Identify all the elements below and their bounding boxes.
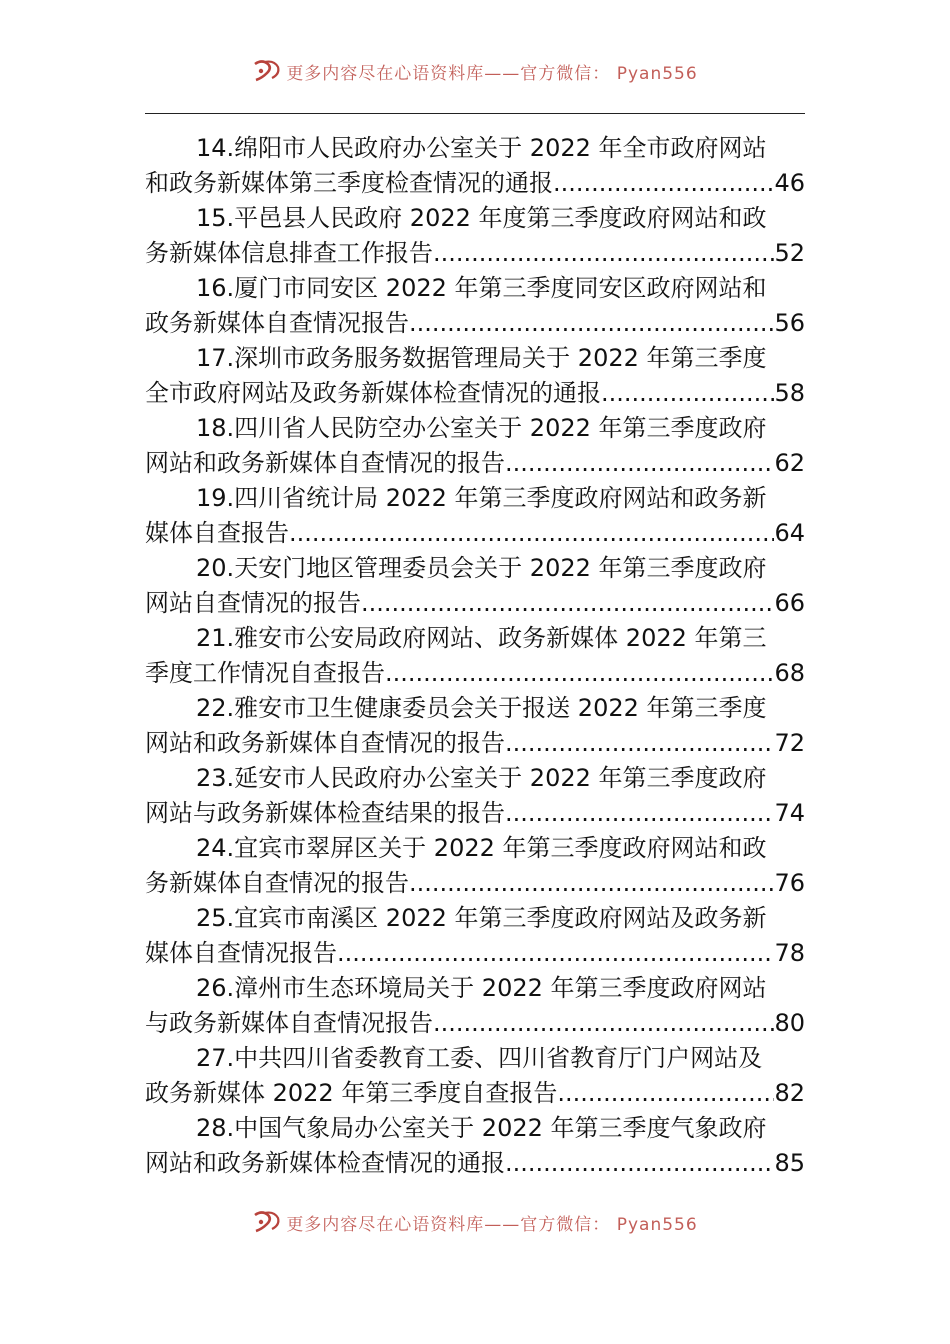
toc-entry-title-line2 <box>145 1146 805 1181</box>
toc-entry-title-line2 <box>145 586 805 621</box>
toc-page-number: 46 <box>774 169 805 197</box>
toc-page-number: 76 <box>774 869 805 897</box>
toc-entry-title-line1: 28.中国气象局办公室关于 2022 年第三季度气象政府 <box>196 1114 767 1142</box>
toc-entry-title-line2 <box>145 1006 805 1041</box>
toc-dot-leader <box>601 376 774 411</box>
toc-entry-title-tail: 全市政府网站及政务新媒体检查情况的通报 <box>145 379 601 407</box>
toc-entry-title-line2 <box>145 866 805 901</box>
toc-page-number: 66 <box>774 589 805 617</box>
toc-entry[interactable] <box>145 131 805 201</box>
toc-dot-leader <box>409 866 774 901</box>
toc-entry[interactable] <box>145 691 805 761</box>
toc-entry-title-line1: 20.天安门地区管理委员会关于 2022 年第三季度政府 <box>196 554 767 582</box>
toc-entry[interactable] <box>145 1041 805 1111</box>
watermark-text: 更多内容尽在心语资料库——官方微信： Pyan556 <box>286 1214 698 1235</box>
toc-entry[interactable] <box>145 971 805 1041</box>
toc-entry[interactable] <box>145 831 805 901</box>
toc-entry[interactable] <box>145 1111 805 1181</box>
table-of-contents <box>145 131 805 1181</box>
toc-page-number: 68 <box>774 659 805 687</box>
watermark-text: 更多内容尽在心语资料库——官方微信： Pyan556 <box>286 63 698 84</box>
header-watermark <box>0 56 950 86</box>
toc-entry-title-line1: 18.四川省人民防空办公室关于 2022 年第三季度政府 <box>196 414 767 442</box>
toc-page-number: 58 <box>774 379 805 407</box>
toc-entry-title-tail: 媒体自查情况报告 <box>145 939 337 967</box>
toc-dot-leader <box>505 1146 774 1181</box>
toc-dot-leader <box>553 166 774 201</box>
toc-entry-title-line2 <box>145 516 805 551</box>
toc-entry-title-line1: 17.深圳市政务服务数据管理局关于 2022 年第三季度 <box>196 344 767 372</box>
toc-entry-title-line2 <box>145 446 805 481</box>
toc-dot-leader <box>433 236 774 271</box>
toc-entry[interactable] <box>145 481 805 551</box>
toc-entry-title-tail: 季度工作情况自查报告 <box>145 659 385 687</box>
toc-entry-title-tail: 政务新媒体自查情况报告 <box>145 309 409 337</box>
toc-entry-title-line2 <box>145 936 805 971</box>
toc-entry-title-line1: 15.平邑县人民政府 2022 年度第三季度政府网站和政 <box>196 204 767 232</box>
toc-entry-title-line2 <box>145 796 805 831</box>
toc-entry[interactable] <box>145 901 805 971</box>
toc-page-number: 85 <box>774 1149 805 1177</box>
toc-dot-leader <box>361 586 774 621</box>
toc-page-number: 74 <box>774 799 805 827</box>
toc-entry-title-line1: 24.宜宾市翠屏区关于 2022 年第三季度政府网站和政 <box>196 834 767 862</box>
toc-page-number: 56 <box>774 309 805 337</box>
toc-entry[interactable] <box>145 761 805 831</box>
toc-dot-leader <box>337 936 774 971</box>
toc-entry-title-tail: 媒体自查报告 <box>145 519 289 547</box>
toc-page-number: 52 <box>774 239 805 267</box>
toc-entry-title-line2 <box>145 656 805 691</box>
toc-entry-title-tail: 网站与政务新媒体检查结果的报告 <box>145 799 505 827</box>
toc-entry-title-line1: 25.宜宾市南溪区 2022 年第三季度政府网站及政务新 <box>196 904 767 932</box>
toc-entry-title-tail: 网站和政务新媒体检查情况的通报 <box>145 1149 505 1177</box>
toc-entry-title-line1: 27.中共四川省委教育工委、四川省教育厅门户网站及 <box>196 1044 763 1072</box>
toc-entry-title-line1: 22.雅安市卫生健康委员会关于报送 2022 年第三季度 <box>196 694 767 722</box>
toc-entry-title-line2 <box>145 376 805 411</box>
toc-entry-title-line2 <box>145 236 805 271</box>
footer-watermark <box>0 1207 950 1237</box>
toc-entry-title-tail: 网站和政务新媒体自查情况的报告 <box>145 729 505 757</box>
toc-entry[interactable] <box>145 551 805 621</box>
toc-dot-leader <box>433 1006 774 1041</box>
toc-dot-leader <box>557 1076 774 1111</box>
toc-entry-title-line1: 21.雅安市公安局政府网站、政务新媒体 2022 年第三 <box>196 624 767 652</box>
toc-entry[interactable] <box>145 271 805 341</box>
toc-entry[interactable] <box>145 621 805 691</box>
toc-page-number: 72 <box>774 729 805 757</box>
toc-entry[interactable] <box>145 201 805 271</box>
toc-entry-title-line2 <box>145 726 805 761</box>
toc-dot-leader <box>505 796 774 831</box>
watermark-logo-icon <box>252 58 282 84</box>
watermark-logo-icon <box>252 1209 282 1235</box>
toc-entry-title-tail: 和政务新媒体第三季度检查情况的通报 <box>145 169 553 197</box>
toc-page-number: 62 <box>774 449 805 477</box>
toc-entry[interactable] <box>145 341 805 411</box>
toc-dot-leader <box>289 516 774 551</box>
toc-entry-title-line1: 19.四川省统计局 2022 年第三季度政府网站和政务新 <box>196 484 767 512</box>
header-divider <box>145 113 805 114</box>
toc-entry-title-line2 <box>145 1076 805 1111</box>
toc-entry-title-tail: 网站自查情况的报告 <box>145 589 361 617</box>
toc-page-number: 64 <box>774 519 805 547</box>
toc-entry-title-tail: 网站和政务新媒体自查情况的报告 <box>145 449 505 477</box>
toc-entry-title-tail: 务新媒体信息排查工作报告 <box>145 239 433 267</box>
toc-page-number: 78 <box>774 939 805 967</box>
toc-entry-title-tail: 政务新媒体 2022 年第三季度自查报告 <box>145 1079 558 1107</box>
toc-entry-title-line1: 26.漳州市生态环境局关于 2022 年第三季度政府网站 <box>196 974 767 1002</box>
toc-entry-title-line2 <box>145 306 805 341</box>
toc-entry-title-line1: 16.厦门市同安区 2022 年第三季度同安区政府网站和 <box>196 274 767 302</box>
toc-entry-title-tail: 务新媒体自查情况的报告 <box>145 869 409 897</box>
toc-entry[interactable] <box>145 411 805 481</box>
toc-dot-leader <box>409 306 774 341</box>
toc-entry-title-line1: 23.延安市人民政府办公室关于 2022 年第三季度政府 <box>196 764 767 792</box>
toc-entry-title-line1: 14.绵阳市人民政府办公室关于 2022 年全市政府网站 <box>196 134 767 162</box>
toc-entry-title-line2 <box>145 166 805 201</box>
toc-entry-title-tail: 与政务新媒体自查情况报告 <box>145 1009 433 1037</box>
toc-dot-leader <box>505 446 774 481</box>
toc-dot-leader <box>505 726 774 761</box>
toc-dot-leader <box>385 656 774 691</box>
toc-page-number: 82 <box>774 1079 805 1107</box>
toc-page-number: 80 <box>774 1009 805 1037</box>
